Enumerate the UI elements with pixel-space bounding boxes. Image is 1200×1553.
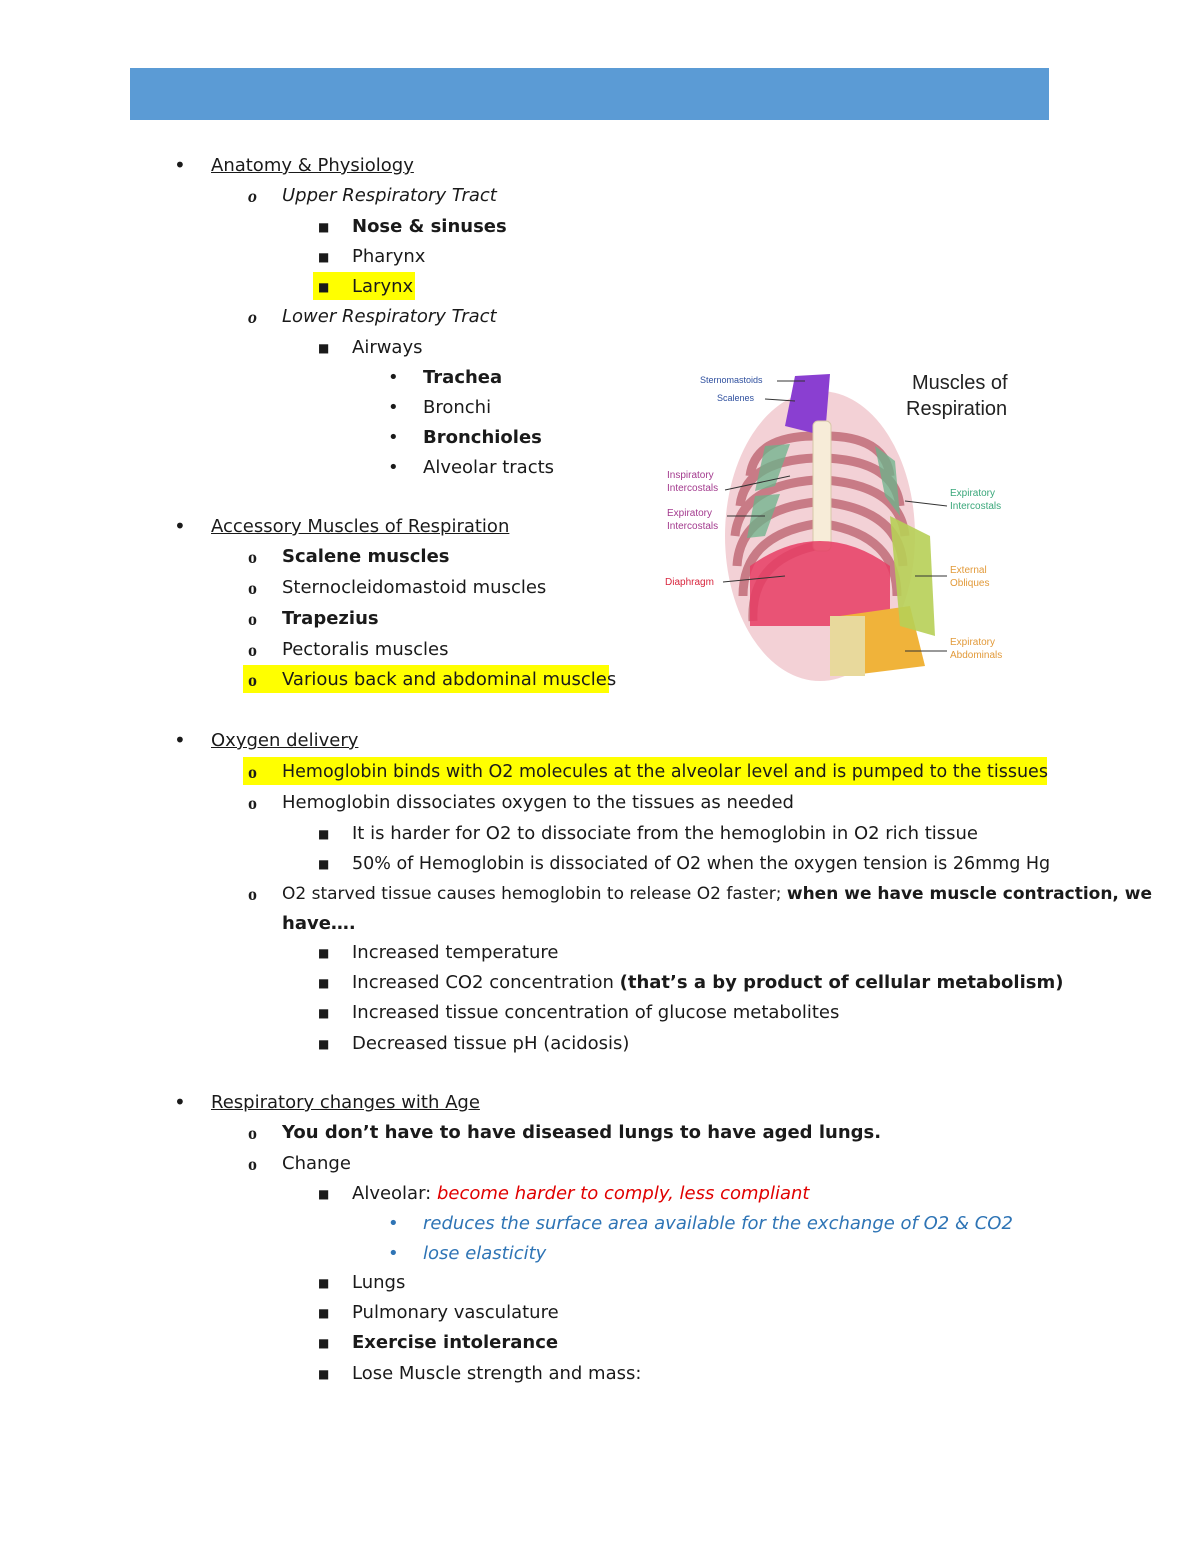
bullet-square: ■ [318, 250, 330, 264]
section-heading-oxygen: Oxygen delivery [211, 730, 359, 751]
list-item: Larynx [352, 276, 414, 297]
label-inspiratory: Inspiratory [667, 470, 714, 481]
bullet-dot: • [388, 427, 399, 448]
bullet-o: o [248, 793, 257, 813]
bullet-square: ■ [318, 341, 330, 355]
spine [830, 616, 865, 676]
bullet-dot: • [388, 397, 399, 418]
bullet-dot: • [388, 367, 399, 388]
list-item: 50% of Hemoglobin is dissociated of O2 when the oxygen tension is 26mmg Hg [352, 854, 1051, 874]
list-item: Nose & sinuses [352, 216, 507, 237]
upper-tract-label: Upper Respiratory Tract [282, 185, 497, 206]
bullet-square: ■ [318, 1187, 330, 1201]
bullet-dot: • [388, 1243, 399, 1264]
list-item: Alveolar tracts [423, 457, 555, 478]
bullet-square: ■ [318, 976, 330, 990]
label-expiratory-intercostals-right: Intercostals [950, 501, 1002, 512]
bullet-o: o [248, 609, 257, 629]
bullet-dot: • [388, 1213, 399, 1234]
list-item: You don’t have to have diseased lungs to have aged lungs. [282, 1122, 882, 1143]
list-item: Sternocleidomastoid muscles [282, 577, 547, 598]
label-abdominals: Abdominals [950, 650, 1003, 661]
label-expiratory-abdominals: Expiratory [950, 637, 996, 648]
list-item: Lose Muscle strength and mass: [352, 1363, 642, 1384]
figure-title-line1: Muscles of [912, 372, 1008, 394]
label-scalenes: Scalenes [717, 393, 755, 403]
list-item: Increased temperature [352, 942, 559, 963]
list-item: Various back and abdominal muscles [282, 669, 617, 690]
label-expiratory-intercostals-left: Intercostals [667, 521, 719, 532]
bullet-o: o [248, 1154, 257, 1174]
list-item: lose elasticity [423, 1243, 547, 1264]
bullet-dot: • [174, 1090, 186, 1114]
list-item: Pulmonary vasculature [352, 1302, 559, 1323]
section-heading-accessory: Accessory Muscles of Respiration [211, 516, 510, 537]
bullet-square: ■ [318, 857, 330, 871]
list-item: Exercise intolerance [352, 1332, 559, 1353]
list-item: Hemoglobin binds with O2 molecules at the alveolar level and is pumped to the tissues [282, 762, 1048, 782]
list-item: Decreased tissue pH (acidosis) [352, 1033, 630, 1054]
bullet-o: o [248, 1123, 257, 1143]
text-normal: O2 starved tissue causes hemoglobin to release O2 faster; [282, 884, 787, 904]
list-item-continuation: have…. [282, 913, 356, 934]
bullet-square: ■ [318, 1367, 330, 1381]
figure-title-line2: Respiration [906, 398, 1008, 420]
bullet-dot: • [174, 514, 186, 538]
list-item: Bronchi [423, 397, 492, 418]
bullet-square: ■ [318, 1306, 330, 1320]
text-bold: (that’s a by product of cellular metabolism) [619, 972, 1064, 993]
label-inspiratory-intercostals: Intercostals [667, 483, 719, 494]
list-item-multipart [352, 970, 1063, 996]
list-item: Trapezius [282, 608, 379, 629]
section-heading-age: Respiratory changes with Age [211, 1092, 480, 1113]
bullet-dot: • [388, 457, 399, 478]
label-expiratory-right: Expiratory [950, 488, 996, 499]
label-external: External [950, 565, 987, 576]
bullet-square: ■ [318, 220, 330, 234]
list-item: Trachea [423, 367, 503, 388]
bullet-o: o [248, 884, 257, 904]
list-item: Change [282, 1153, 351, 1174]
text-normal: Alveolar: [352, 1183, 437, 1204]
bullet-o: o [248, 578, 257, 598]
list-item: Scalene muscles [282, 546, 450, 567]
text-bold: when we have muscle contraction, we [786, 884, 1153, 904]
bullet-square: ■ [318, 1276, 330, 1290]
sternum [813, 421, 831, 551]
list-item: Bronchioles [423, 427, 542, 448]
bullet-o: o [248, 670, 257, 690]
bullet-o: o [248, 307, 257, 327]
list-item-multipart [352, 1181, 809, 1207]
text-normal: Increased CO2 concentration [352, 972, 620, 993]
list-item-multipart [282, 881, 1152, 907]
label-diaphragm: Diaphragm [665, 577, 714, 588]
bullet-square: ■ [318, 1037, 330, 1051]
text-red-italic: become harder to comply, less compliant [436, 1183, 810, 1204]
bullet-square: ■ [318, 1336, 330, 1350]
bullet-square: ■ [318, 827, 330, 841]
header-bar [130, 68, 1049, 120]
list-item: Increased tissue concentration of glucose metabolites [352, 1002, 840, 1023]
bullet-o: o [248, 186, 257, 206]
list-item: Hemoglobin dissociates oxygen to the tissues as needed [282, 792, 794, 813]
bullet-o: o [248, 640, 257, 660]
lower-tract-label: Lower Respiratory Tract [282, 306, 497, 327]
label-expiratory-left: Expiratory [667, 508, 713, 519]
list-item: Airways [352, 337, 423, 358]
list-item: Pharynx [352, 246, 426, 267]
bullet-dot: • [174, 728, 186, 752]
list-item: Pectoralis muscles [282, 639, 449, 660]
label-sternomastoids: Sternomastoids [700, 375, 763, 385]
label-obliques: Obliques [950, 578, 990, 589]
bullet-square: ■ [318, 1006, 330, 1020]
list-item: reduces the surface area available for the exchange of O2 & CO2 [423, 1213, 1013, 1234]
respiration-muscles-figure [655, 366, 1025, 686]
bullet-square: ■ [318, 946, 330, 960]
list-item: Lungs [352, 1272, 406, 1293]
bullet-o: o [248, 547, 257, 567]
bullet-o: o [248, 762, 257, 782]
section-heading-anatomy: Anatomy & Physiology [211, 155, 414, 176]
list-item: It is harder for O2 to dissociate from the hemoglobin in O2 rich tissue [352, 823, 979, 844]
bullet-square: ■ [318, 280, 330, 294]
bullet-dot: • [174, 153, 186, 177]
